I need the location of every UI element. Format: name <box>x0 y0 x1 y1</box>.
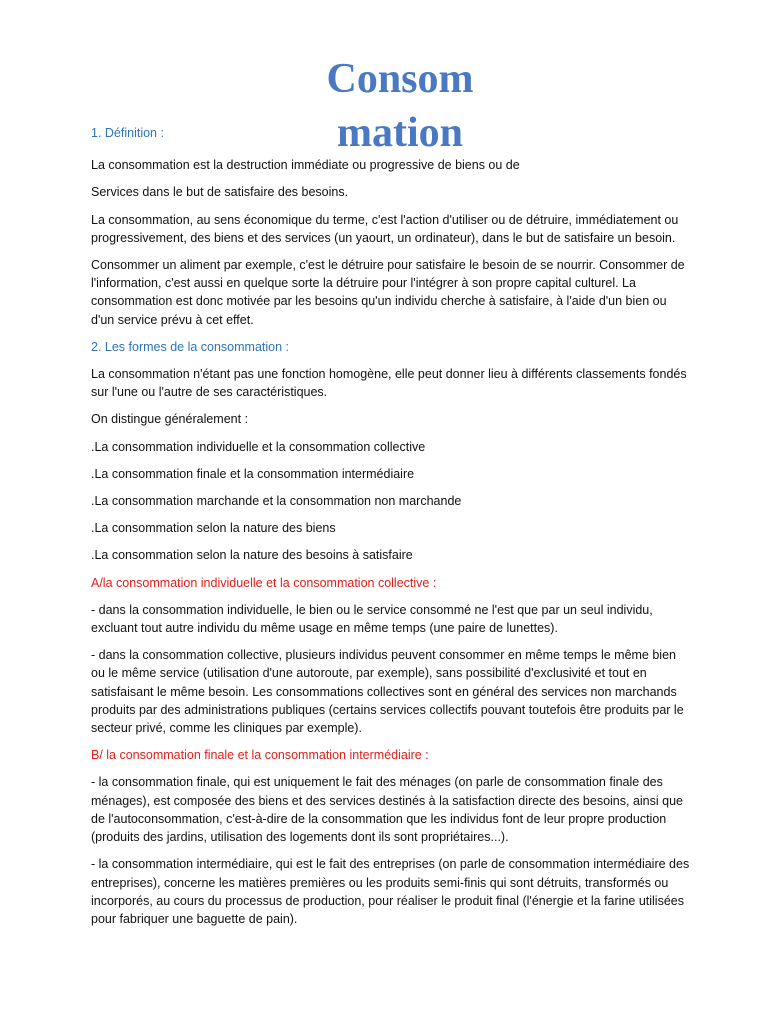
definition-paragraph-4: Consommer un aliment par exemple, c'est le détruire pour satisfaire le besoin de se nourrir. Consommer de l'information, c'est aussi en quelque sorte la détruire pour l'intégrer à son propre capital culturel. La consommation est donc motivée par les besoins qu'un individu cherche à satisfaire, à l'aide d'un bien ou d'un service prévu à cet effet. <box>91 258 685 327</box>
page-title-line-1: Consom <box>326 56 474 102</box>
formes-list-item: .La consommation marchande et la consommation non marchande <box>91 494 462 509</box>
formes-list-item: .La consommation selon la nature des besoins à satisfaire <box>91 548 413 563</box>
formes-list-item: .La consommation selon la nature des biens <box>91 521 336 536</box>
heading-formes: 2. Les formes de la consommation : <box>91 339 290 354</box>
section-b-paragraph-2: - la consommation intermédiaire, qui est le fait des entreprises (on parle de consommation intermédiaire des entreprises), concerne les matières premières ou les produits semi-finis qui sont détruits, transformés ou incorporés, au cours du processus de production, pour réaliser le produit final (l'énergie et la farine utilisées pour fabriquer une baguette de pain). <box>91 857 690 926</box>
definition-paragraph-1: La consommation est la destruction immédiate ou progressive de biens ou de <box>91 158 520 173</box>
formes-list-item: .La consommation finale et la consommation intermédiaire <box>91 466 415 481</box>
page-title-line-2: mation <box>337 110 463 156</box>
formes-paragraph-1: La consommation n'étant pas une fonction homogène, elle peut donner lieu à différents classements fondés sur l'une ou l'autre de ses caractéristiques. <box>91 367 687 400</box>
section-a-paragraph-2: - dans la consommation collective, plusieurs individus peuvent consommer en même temps le même bien ou le même service (utilisation d'une autoroute, par exemple), sans possibilité d'exclusivité et tout en satisfaisant le même besoin. Les consommations collectives sont en général des services non marchands produits par des administrations publiques (certains services collectifs pouvant toutefois être produits par le secteur privé, comme les cliniques par exemple). <box>91 648 684 736</box>
heading-section-b: B/ la consommation finale et la consommation intermédiaire : <box>91 748 429 763</box>
heading-section-a: A/la consommation individuelle et la consommation collective : <box>91 575 437 590</box>
formes-list-item: .La consommation individuelle et la consommation collective <box>91 439 426 454</box>
heading-definition: 1. Définition : <box>91 126 164 140</box>
section-b-paragraph-1: - la consommation finale, qui est uniquement le fait des ménages (on parle de consommation finale des ménages), est composée des biens et des services destinés à la satisfaction directe des besoins, ainsi que de l'autoconsommation, c'est-à-dire de la consommation que les individus font de leur propre production (produits des jardins, utilisation des logements dont ils sont propriétaires...). <box>91 775 683 845</box>
section-a-paragraph-1: - dans la consommation individuelle, le bien ou le service consommé ne l'est que par un seul individu, excluant tout autre individu du même usage en même temps (une paire de lunettes). <box>91 602 653 636</box>
document-body <box>91 124 691 937</box>
definition-paragraph-2: Services dans le but de satisfaire des besoins. <box>91 185 349 200</box>
definition-paragraph-3: La consommation, au sens économique du terme, c'est l'action d'utiliser ou de détruire, immédiatement ou progressivement, des biens et des services (un yaourt, un ordinateur), dans le but de satisfaire un besoin. <box>91 212 679 245</box>
formes-paragraph-2: On distingue généralement : <box>91 412 249 427</box>
